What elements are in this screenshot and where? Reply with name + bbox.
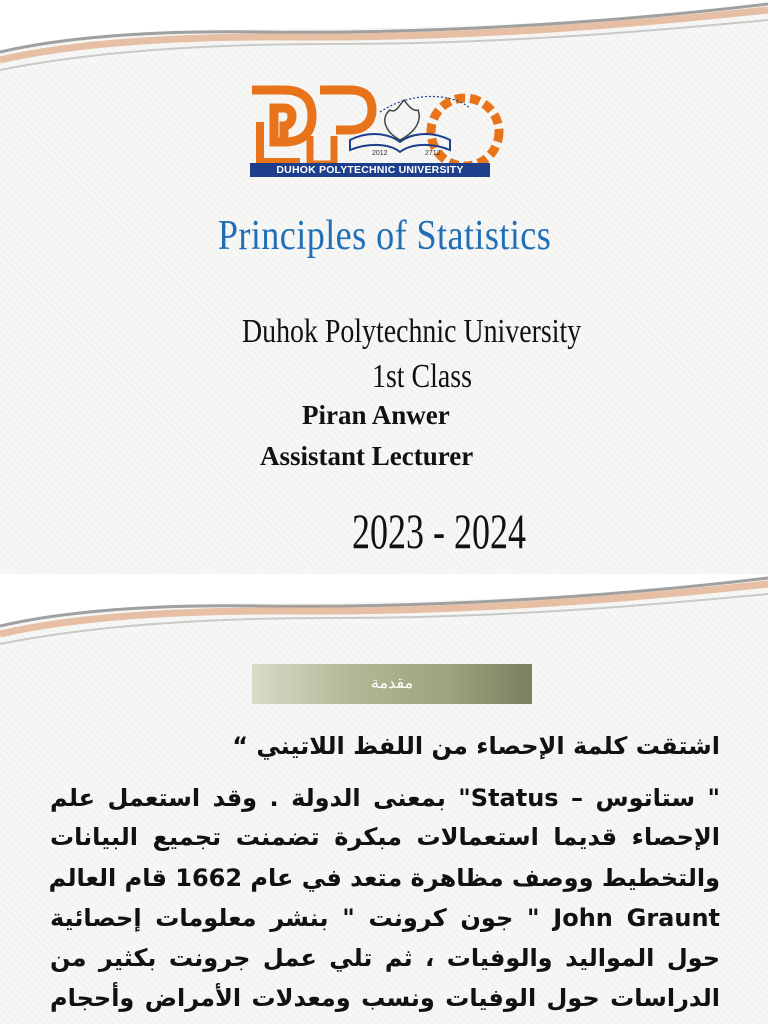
paragraph-line: اشتقت كلمة الإحصاء من اللفظ اللاتيني “ (232, 732, 720, 760)
logo-banner: DUHOK POLYTECHNIC UNIVERSITY (250, 163, 490, 177)
logo-year-left: 2012 (372, 150, 388, 157)
lecturer-name: Piran Anwer (302, 400, 450, 430)
slide-title: Principles of Statistics (217, 213, 552, 259)
leaf-icon (385, 100, 419, 140)
section-heading: مقدمة (252, 664, 532, 704)
class-level: 1st Class (372, 358, 472, 395)
paragraph-line: حول المواليد والوفيات ، ثم تلي عمل جرونت بكثير من (50, 944, 720, 972)
gear-icon (431, 98, 499, 166)
paragraph-line: الدراسات حول الوفيات ونسب ومعدلات الأمراض وأحجام (50, 984, 720, 1012)
paragraph-line: John Graunt " جون كرونت " بنشر معلومات إحصائية (50, 904, 720, 932)
paragraph-line: " ستاتوس – Status" بمعنى الدولة . وقد استعمل علم (50, 784, 720, 812)
lecturer-position: Assistant Lecturer (260, 441, 474, 471)
intro-slide (0, 574, 768, 1024)
academic-year: 2023 - 2024 (352, 503, 526, 559)
university-name: Duhok Polytechnic University (242, 313, 582, 350)
paragraph-line: الإحصاء قديما استعمالات مبكرة تضمنت تجميع البيانات (50, 823, 720, 851)
dpu-letters-icon (252, 90, 372, 164)
logo-year-right: 2712 (425, 150, 441, 157)
header-swoosh (0, 0, 768, 90)
paragraph-line: والتخطيط ووصف مظاهرة متعد في عام 1662 قام العالم (48, 864, 720, 892)
header-swoosh (0, 574, 768, 664)
